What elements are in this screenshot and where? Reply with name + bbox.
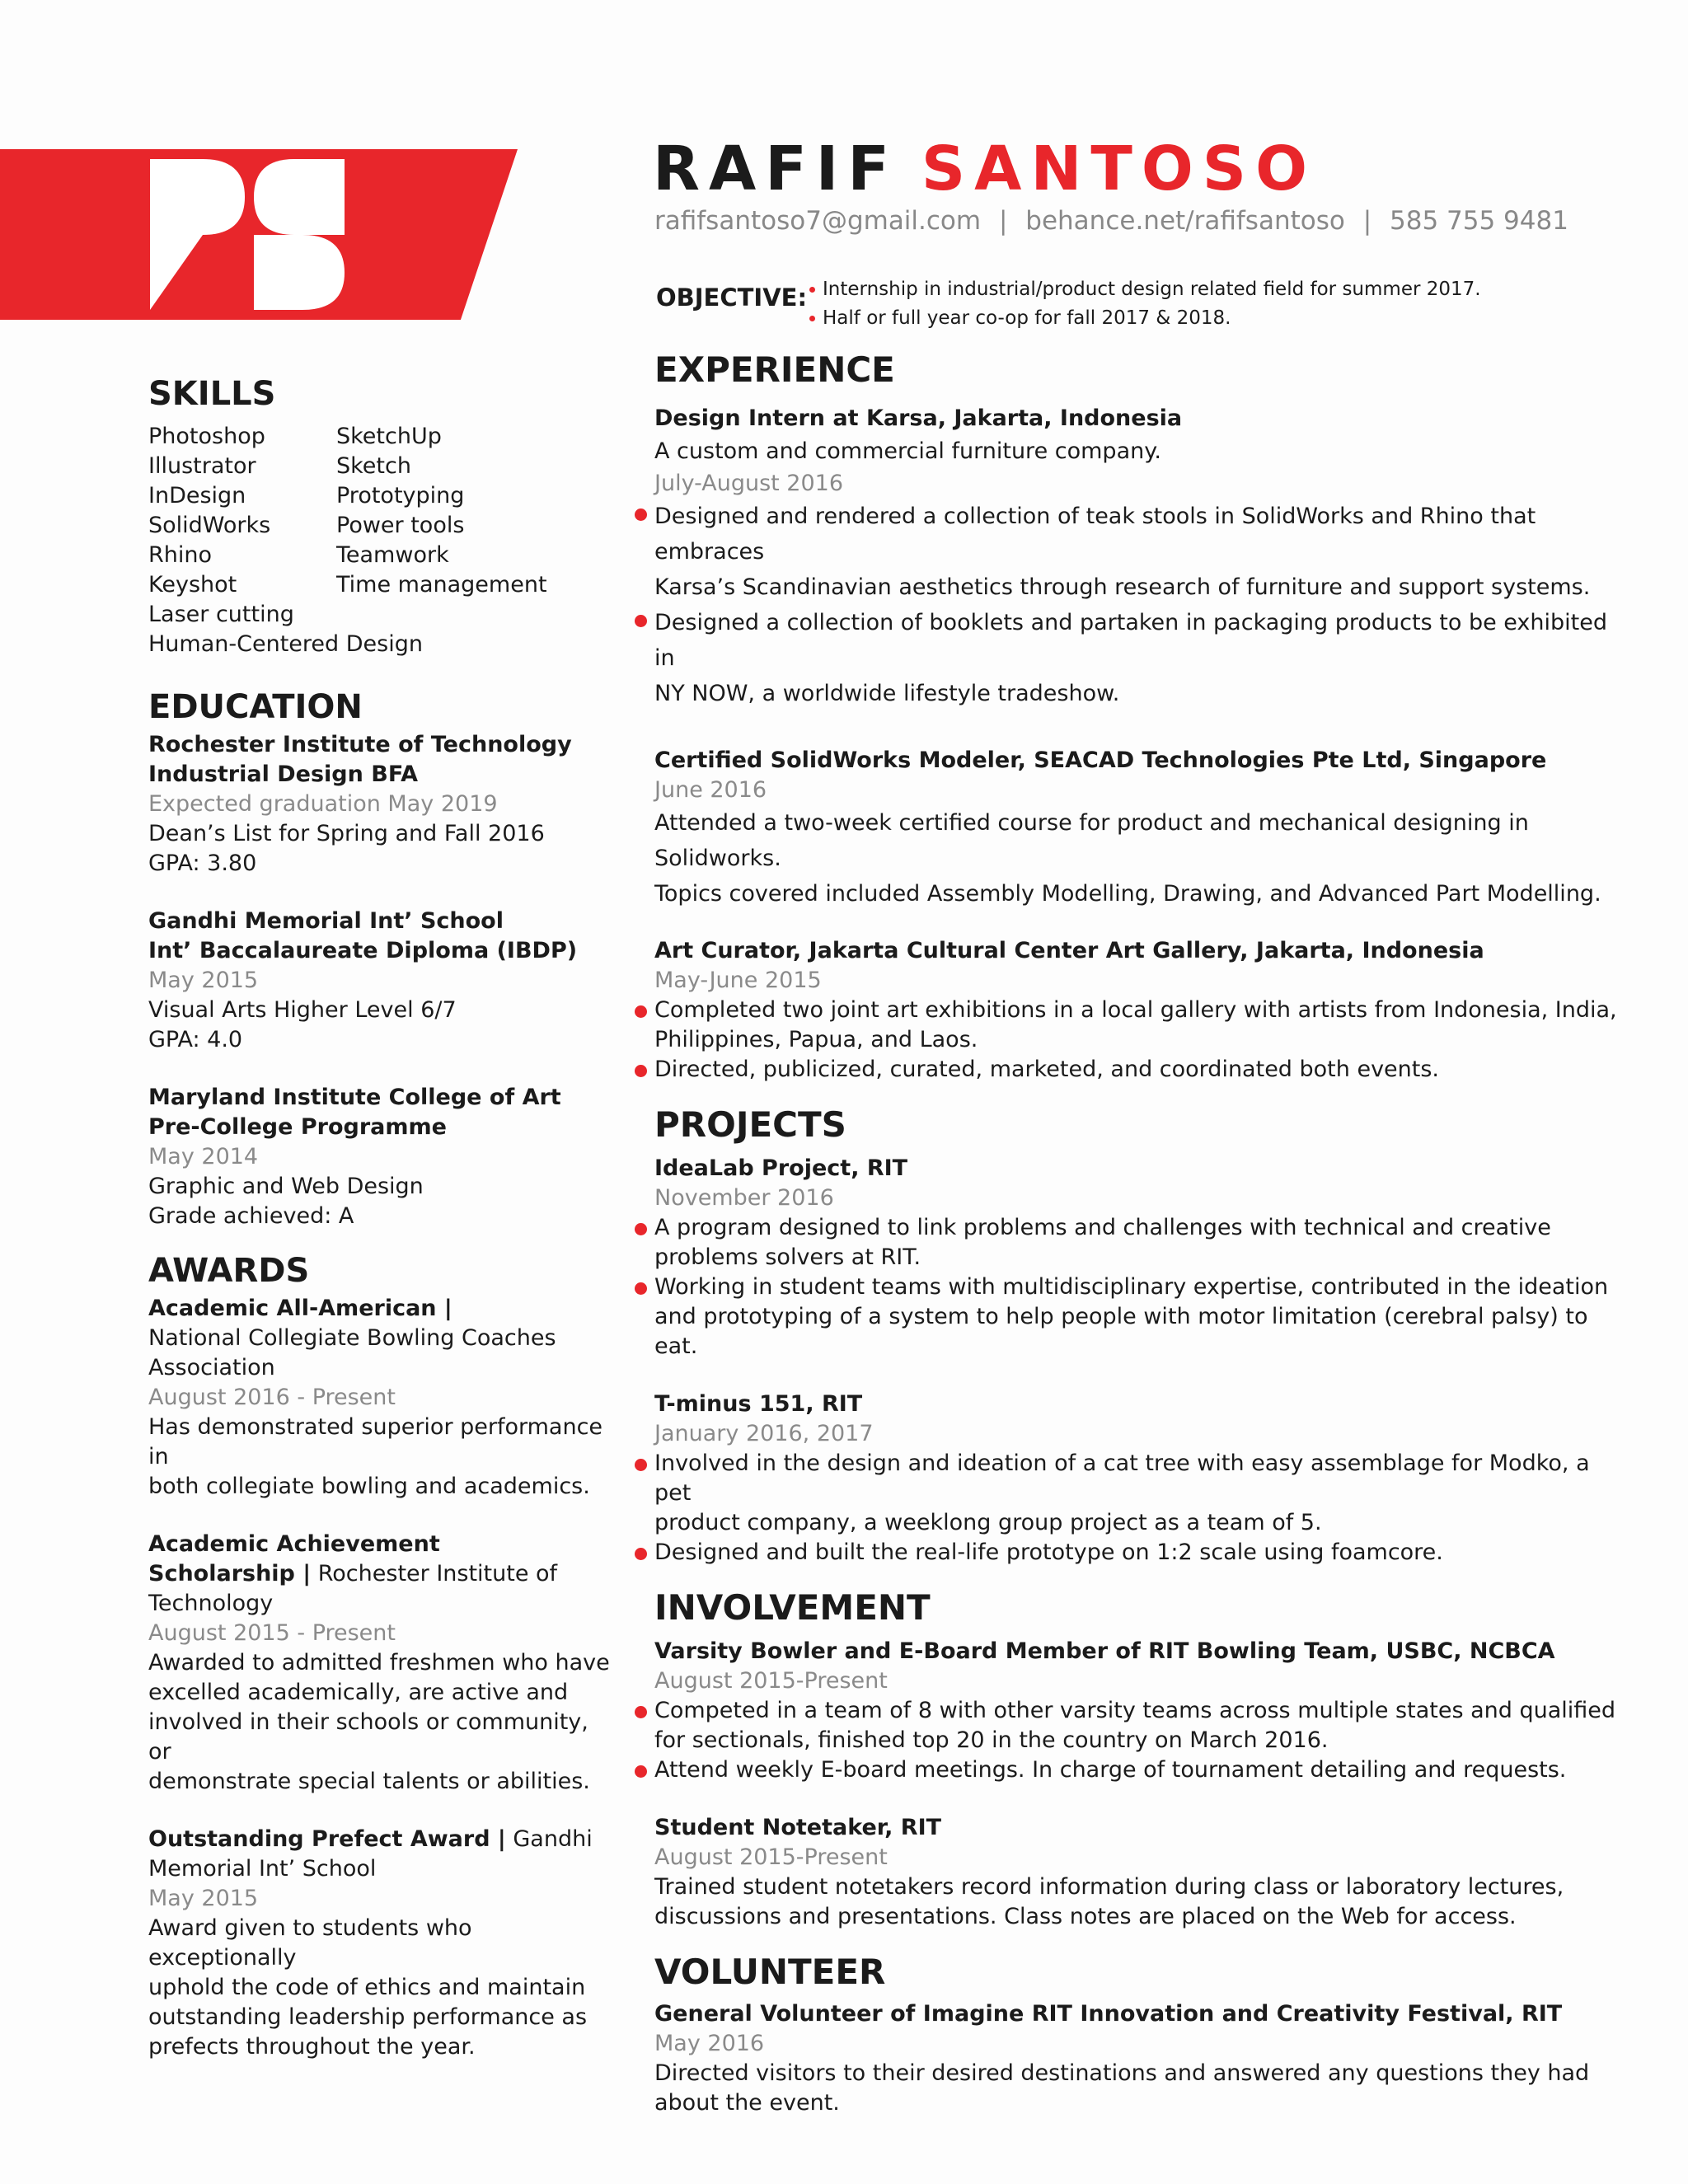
date: August 2015 - Present bbox=[148, 1620, 396, 1646]
bullet-list bbox=[654, 499, 1627, 711]
experience-entry bbox=[654, 936, 1627, 1085]
award-desc: both collegiate bowling and academics. bbox=[148, 1474, 590, 1499]
detail: Visual Arts Higher Level 6/7 bbox=[148, 997, 457, 1023]
bullet-item: Completed two joint art exhibitions in a local gallery with artists from Indonesia, India, Philippines, Papua, and Laos. bbox=[654, 996, 1627, 1055]
objective-list bbox=[808, 275, 1481, 333]
role-desc: Directed visitors to their desired destinations and answered any questions they had bbox=[654, 2060, 1590, 2086]
award-desc: involved in their schools or community, or bbox=[148, 1709, 588, 1765]
award-org: Rochester Institute of bbox=[311, 1561, 558, 1586]
objective-item: Half or full year co-op for fall 2017 & 2018. bbox=[808, 304, 1481, 333]
skill-item: SolidWorks bbox=[148, 513, 271, 538]
award-org: Memorial Int’ School bbox=[148, 1856, 377, 1882]
skill-item: Photoshop bbox=[148, 424, 265, 449]
experience-entry bbox=[654, 746, 1627, 912]
job-title: Certified SolidWorks Modeler, SEACAD Technologies Pte Ltd, Singapore bbox=[654, 748, 1547, 773]
date: January 2016, 2017 bbox=[654, 1421, 874, 1446]
separator: | bbox=[1362, 206, 1372, 236]
email-link[interactable]: rafifsantoso7@gmail.com bbox=[654, 206, 982, 236]
award-org: Association bbox=[148, 1355, 275, 1380]
award-name: Outstanding Prefect Award | bbox=[148, 1826, 506, 1852]
role-desc: Trained student notetakers record information during class or laboratory lectures, bbox=[654, 1874, 1564, 1900]
bullet-item: Designed a collection of booklets and partaken in packaging products to be exhibited in NY NOW, a worldwide lifestyle tradeshow. bbox=[654, 605, 1627, 711]
date: November 2016 bbox=[654, 1185, 834, 1211]
award-org: Gandhi bbox=[505, 1826, 593, 1852]
project-entry bbox=[654, 1154, 1627, 1361]
projects-heading: PROJECTS bbox=[654, 1104, 846, 1145]
skill-item: Sketch bbox=[336, 453, 411, 479]
school-name: Rochester Institute of Technology bbox=[148, 732, 572, 757]
skill-item: Prototyping bbox=[336, 483, 465, 509]
project-title: IdeaLab Project, RIT bbox=[654, 1155, 908, 1181]
date: June 2016 bbox=[654, 777, 767, 803]
award-desc: demonstrate special talents or abilities. bbox=[148, 1769, 590, 1794]
job-desc: Topics covered included Assembly Modelling, Drawing, and Advanced Part Modelling. bbox=[654, 881, 1601, 907]
objective-label: OBJECTIVE: bbox=[656, 284, 808, 312]
skill-item: Human-Centered Design bbox=[148, 631, 423, 657]
school-name: Maryland Institute College of Art bbox=[148, 1085, 561, 1110]
detail: GPA: 4.0 bbox=[148, 1027, 243, 1052]
bullet-item: Attend weekly E-board meetings. In charge of tournament detailing and requests. bbox=[654, 1755, 1627, 1785]
detail: Dean’s List for Spring and Fall 2016 bbox=[148, 821, 545, 846]
date: May 2015 bbox=[148, 1886, 259, 1911]
award-org: Technology bbox=[148, 1591, 274, 1616]
award-desc: uphold the code of ethics and maintain bbox=[148, 1975, 586, 2000]
award-org: National Collegiate Bowling Coaches bbox=[148, 1325, 556, 1351]
involvement-entry bbox=[654, 1637, 1627, 1785]
date: August 2015-Present bbox=[654, 1844, 888, 1870]
skill-item: Rhino bbox=[148, 542, 213, 568]
role-title: Student Notetaker, RIT bbox=[654, 1815, 942, 1840]
bullet-list bbox=[654, 1213, 1627, 1361]
right-column bbox=[654, 346, 1627, 2118]
bullet-item: Directed, publicized, curated, marketed, and coordinated both events. bbox=[654, 1055, 1627, 1085]
degree: Industrial Design BFA bbox=[148, 762, 419, 787]
degree: Int’ Baccalaureate Diploma (IBDP) bbox=[148, 938, 578, 963]
skill-item: Time management bbox=[336, 572, 547, 598]
job-title: Design Intern at Karsa, Jakarta, Indonesia bbox=[654, 405, 1183, 431]
contact-line bbox=[654, 206, 1568, 236]
date: May 2015 bbox=[148, 968, 259, 993]
involvement-heading: INVOLVEMENT bbox=[654, 1587, 931, 1628]
detail: Grade achieved: A bbox=[148, 1203, 354, 1229]
date: May 2014 bbox=[148, 1144, 259, 1169]
role-desc: about the event. bbox=[654, 2090, 840, 2116]
award-entry bbox=[148, 1530, 610, 1797]
experience-heading: EXPERIENCE bbox=[654, 349, 895, 390]
bullet-item: A program designed to link problems and challenges with technical and creative problems solvers at RIT. bbox=[654, 1213, 1627, 1272]
education-entry bbox=[148, 730, 610, 879]
volunteer-entry bbox=[654, 1999, 1627, 2118]
project-entry bbox=[654, 1390, 1627, 1568]
separator: | bbox=[998, 206, 1008, 236]
degree: Pre-College Programme bbox=[148, 1114, 447, 1140]
website-link[interactable]: behance.net/rafifsantoso bbox=[1025, 206, 1345, 236]
bullet-item: Involved in the design and ideation of a cat tree with easy assemblage for Modko, a pet product company, a weeklong group project as a team of 5. bbox=[654, 1449, 1627, 1538]
award-entry bbox=[148, 1294, 610, 1502]
award-name: Academic Achievement bbox=[148, 1531, 440, 1557]
date: August 2016 - Present bbox=[148, 1385, 396, 1410]
phone-number: 585 755 9481 bbox=[1390, 206, 1568, 236]
detail: Graphic and Web Design bbox=[148, 1174, 424, 1199]
bullet-list bbox=[654, 1696, 1627, 1785]
job-subtitle: A custom and commercial furniture company. bbox=[654, 438, 1161, 464]
candidate-name bbox=[653, 132, 1316, 206]
skills-extra bbox=[148, 600, 610, 659]
award-desc: Award given to students who exceptionally bbox=[148, 1915, 472, 1971]
detail: GPA: 3.80 bbox=[148, 851, 257, 876]
project-title: T-minus 151, RIT bbox=[654, 1391, 863, 1417]
award-desc: excelled academically, are active and bbox=[148, 1680, 569, 1705]
role-desc: discussions and presentations. Class notes are placed on the Web for access. bbox=[654, 1904, 1517, 1929]
skills-heading: SKILLS bbox=[148, 375, 276, 413]
skill-item: InDesign bbox=[148, 483, 246, 509]
award-name: Academic All-American | bbox=[148, 1296, 452, 1321]
bullet-item: Competed in a team of 8 with other varsity teams across multiple states and qualified for sectionals, finished top 20 in the country on March 2016. bbox=[654, 1696, 1627, 1755]
award-desc: Awarded to admitted freshmen who have bbox=[148, 1650, 610, 1675]
volunteer-heading: VOLUNTEER bbox=[654, 1952, 886, 1992]
skill-item: Laser cutting bbox=[148, 602, 294, 627]
first-name: RAFIF bbox=[653, 134, 898, 204]
objective-item: Internship in industrial/product design related field for summer 2017. bbox=[808, 275, 1481, 304]
education-heading: EDUCATION bbox=[148, 688, 363, 726]
last-name: SANTOSO bbox=[921, 134, 1316, 204]
rs-monogram-logo-icon bbox=[150, 159, 345, 310]
skill-item: SketchUp bbox=[336, 424, 442, 449]
education-entry bbox=[148, 907, 610, 1055]
bullet-item: Designed and built the real-life prototype on 1:2 scale using foamcore. bbox=[654, 1538, 1627, 1568]
bullet-list bbox=[654, 1449, 1627, 1568]
bullet-item: Working in student teams with multidisciplinary expertise, contributed in the ideation and prototyping of a system to help people with motor limitation (cerebral palsy) to eat. bbox=[654, 1272, 1627, 1361]
award-entry bbox=[148, 1825, 610, 2062]
award-desc: prefects throughout the year. bbox=[148, 2034, 476, 2060]
role-title: Varsity Bowler and E-Board Member of RIT Bowling Team, USBC, NCBCA bbox=[654, 1638, 1555, 1664]
award-name: Scholarship | bbox=[148, 1561, 312, 1586]
skill-item: Power tools bbox=[336, 513, 465, 538]
role-title: General Volunteer of Imagine RIT Innovation and Creativity Festival, RIT bbox=[654, 2001, 1563, 2027]
award-desc: outstanding leadership performance as bbox=[148, 2004, 588, 2030]
job-desc: Attended a two-week certified course for product and mechanical designing in Solidworks. bbox=[654, 810, 1529, 871]
school-name: Gandhi Memorial Int’ School bbox=[148, 908, 504, 934]
bullet-item: Designed and rendered a collection of teak stools in SolidWorks and Rhino that embraces Karsa’s Scandinavian aesthetics through research of furniture and support systems. bbox=[654, 499, 1627, 605]
skill-item: Keyshot bbox=[148, 572, 237, 598]
awards-heading: AWARDS bbox=[148, 1252, 310, 1290]
bullet-list bbox=[654, 996, 1627, 1085]
skill-item: Teamwork bbox=[336, 542, 449, 568]
involvement-entry bbox=[654, 1813, 1627, 1932]
date: May-June 2015 bbox=[654, 968, 822, 993]
date: August 2015-Present bbox=[654, 1668, 888, 1694]
skills-grid bbox=[148, 422, 610, 600]
experience-entry bbox=[654, 404, 1627, 711]
skill-item: Illustrator bbox=[148, 453, 256, 479]
date: July-August 2016 bbox=[654, 471, 844, 496]
date: Expected graduation May 2019 bbox=[148, 791, 498, 817]
left-column bbox=[148, 371, 610, 2062]
job-title: Art Curator, Jakarta Cultural Center Art Gallery, Jakarta, Indonesia bbox=[654, 938, 1484, 963]
education-entry bbox=[148, 1083, 610, 1231]
date: May 2016 bbox=[654, 2031, 765, 2056]
award-desc: Has demonstrated superior performance in bbox=[148, 1414, 603, 1469]
